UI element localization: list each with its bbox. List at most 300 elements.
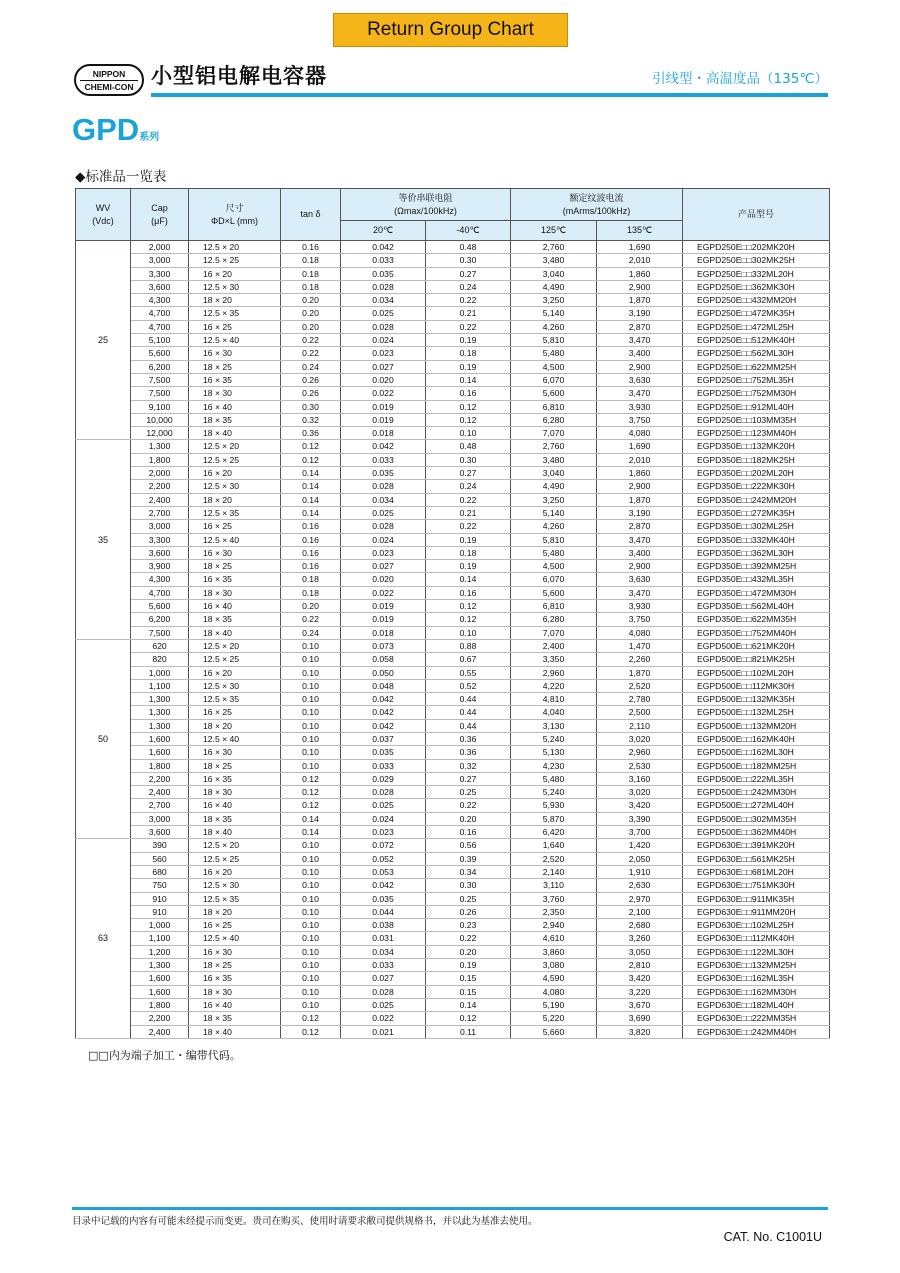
part-number-cell: EGPD250E□□332ML20H xyxy=(683,267,830,280)
ripple-135-cell: 2,260 xyxy=(597,653,683,666)
esr-m40-cell: 0.30 xyxy=(426,453,511,466)
esr-m40-cell: 0.19 xyxy=(426,533,511,546)
ripple-135-cell: 3,820 xyxy=(597,1025,683,1038)
size-cell: 16 × 40 xyxy=(189,600,281,613)
cap-cell: 910 xyxy=(131,905,189,918)
tan-cell: 0.20 xyxy=(281,294,341,307)
table-row xyxy=(76,480,830,493)
ripple-135-cell: 2,680 xyxy=(597,919,683,932)
ripple-135-cell: 3,260 xyxy=(597,932,683,945)
part-number-cell: EGPD630E□□162ML35H xyxy=(683,972,830,985)
esr-m40-cell: 0.21 xyxy=(426,307,511,320)
size-cell: 16 × 35 xyxy=(189,972,281,985)
size-cell: 12.5 × 20 xyxy=(189,241,281,254)
table-row xyxy=(76,666,830,679)
size-cell: 16 × 25 xyxy=(189,919,281,932)
tan-cell: 0.10 xyxy=(281,839,341,852)
ripple-135-cell: 3,050 xyxy=(597,945,683,958)
part-number-cell: EGPD350E□□392MM25H xyxy=(683,560,830,573)
part-number-cell: EGPD350E□□362ML30H xyxy=(683,546,830,559)
ripple-135-cell: 2,960 xyxy=(597,746,683,759)
tan-cell: 0.10 xyxy=(281,653,341,666)
ripple-135-cell: 2,810 xyxy=(597,959,683,972)
esr-m40-cell: 0.56 xyxy=(426,839,511,852)
tan-cell: 0.18 xyxy=(281,254,341,267)
size-cell: 12.5 × 30 xyxy=(189,879,281,892)
esr-m40-cell: 0.11 xyxy=(426,1025,511,1038)
tan-cell: 0.10 xyxy=(281,932,341,945)
ripple-125-cell: 3,860 xyxy=(511,945,597,958)
tan-cell: 0.22 xyxy=(281,334,341,347)
esr-m40-cell: 0.22 xyxy=(426,294,511,307)
tan-cell: 0.10 xyxy=(281,985,341,998)
series-suffix: 系列 xyxy=(139,132,160,143)
ripple-125-cell: 5,810 xyxy=(511,533,597,546)
esr-m40-cell: 0.30 xyxy=(426,254,511,267)
ripple-125-cell: 5,190 xyxy=(511,998,597,1011)
esr-20-cell: 0.034 xyxy=(341,493,426,506)
esr-20-cell: 0.073 xyxy=(341,639,426,652)
cap-cell: 1,600 xyxy=(131,746,189,759)
tan-cell: 0.16 xyxy=(281,520,341,533)
size-cell: 18 × 35 xyxy=(189,413,281,426)
ripple-125-cell: 2,940 xyxy=(511,919,597,932)
esr-20-cell: 0.023 xyxy=(341,546,426,559)
ripple-135-cell: 1,870 xyxy=(597,493,683,506)
ripple-125-cell: 5,810 xyxy=(511,334,597,347)
section-heading: ◆标准品一览表 xyxy=(75,169,167,185)
cap-cell: 2,700 xyxy=(131,506,189,519)
part-number-cell: EGPD250E□□302MK25H xyxy=(683,254,830,267)
size-cell: 16 × 40 xyxy=(189,799,281,812)
esr-20-cell: 0.022 xyxy=(341,387,426,400)
part-number-cell: EGPD500E□□222ML35H xyxy=(683,772,830,785)
cap-cell: 3,300 xyxy=(131,533,189,546)
ripple-135-cell: 2,010 xyxy=(597,453,683,466)
esr-m40-cell: 0.36 xyxy=(426,732,511,745)
part-number-cell: EGPD630E□□222MM35H xyxy=(683,1012,830,1025)
tan-cell: 0.10 xyxy=(281,679,341,692)
page-title: 小型铝电解电容器 xyxy=(151,64,327,88)
cap-cell: 4,700 xyxy=(131,586,189,599)
table-row xyxy=(76,786,830,799)
table-row xyxy=(76,387,830,400)
esr-20-cell: 0.018 xyxy=(341,626,426,639)
esr-m40-cell: 0.12 xyxy=(426,400,511,413)
ripple-135-cell: 1,910 xyxy=(597,865,683,878)
esr-20-cell: 0.048 xyxy=(341,679,426,692)
table-row xyxy=(76,719,830,732)
ripple-135-cell: 3,630 xyxy=(597,573,683,586)
wv-cell: 63 xyxy=(76,839,131,1038)
size-cell: 12.5 × 30 xyxy=(189,480,281,493)
esr-20-cell: 0.028 xyxy=(341,280,426,293)
part-number-cell: EGPD630E□□561MK25H xyxy=(683,852,830,865)
tan-cell: 0.10 xyxy=(281,972,341,985)
header-esr-m40: -40℃ xyxy=(426,221,511,241)
size-cell: 18 × 20 xyxy=(189,719,281,732)
esr-m40-cell: 0.25 xyxy=(426,786,511,799)
table-row xyxy=(76,732,830,745)
cap-cell: 3,600 xyxy=(131,546,189,559)
ripple-125-cell: 3,040 xyxy=(511,467,597,480)
esr-m40-cell: 0.30 xyxy=(426,879,511,892)
table-row xyxy=(76,865,830,878)
part-number-cell: EGPD500E□□162ML30H xyxy=(683,746,830,759)
size-cell: 16 × 30 xyxy=(189,347,281,360)
cap-cell: 2,000 xyxy=(131,467,189,480)
logo-line1: NIPPON xyxy=(92,69,126,79)
size-cell: 12.5 × 35 xyxy=(189,506,281,519)
table-row xyxy=(76,453,830,466)
table-row xyxy=(76,998,830,1011)
part-number-cell: EGPD630E□□112MK40H xyxy=(683,932,830,945)
size-cell: 18 × 30 xyxy=(189,387,281,400)
part-number-cell: EGPD630E□□911MK35H xyxy=(683,892,830,905)
ripple-125-cell: 4,040 xyxy=(511,706,597,719)
esr-20-cell: 0.025 xyxy=(341,799,426,812)
ripple-135-cell: 3,470 xyxy=(597,533,683,546)
table-row xyxy=(76,892,830,905)
esr-m40-cell: 0.16 xyxy=(426,826,511,839)
esr-m40-cell: 0.14 xyxy=(426,573,511,586)
tan-cell: 0.12 xyxy=(281,1025,341,1038)
size-cell: 18 × 35 xyxy=(189,613,281,626)
part-number-cell: EGPD250E□□752ML35H xyxy=(683,373,830,386)
esr-20-cell: 0.029 xyxy=(341,772,426,785)
table-row xyxy=(76,679,830,692)
header-esr: 等价串联电阻 (Ωmax/100kHz) xyxy=(341,189,511,221)
tan-cell: 0.14 xyxy=(281,493,341,506)
header-ripple: 额定纹波电流 (mArms/100kHz) xyxy=(511,189,683,221)
wv-cell: 35 xyxy=(76,440,131,639)
ripple-135-cell: 2,500 xyxy=(597,706,683,719)
ripple-125-cell: 4,490 xyxy=(511,480,597,493)
esr-20-cell: 0.042 xyxy=(341,241,426,254)
esr-20-cell: 0.050 xyxy=(341,666,426,679)
ripple-135-cell: 2,870 xyxy=(597,320,683,333)
cap-cell: 2,400 xyxy=(131,786,189,799)
spec-table xyxy=(75,188,830,1039)
tan-cell: 0.10 xyxy=(281,693,341,706)
ripple-135-cell: 3,400 xyxy=(597,347,683,360)
ripple-125-cell: 3,130 xyxy=(511,719,597,732)
size-cell: 12.5 × 35 xyxy=(189,892,281,905)
ripple-125-cell: 5,660 xyxy=(511,1025,597,1038)
cap-cell: 3,000 xyxy=(131,520,189,533)
cap-cell: 1,000 xyxy=(131,666,189,679)
cap-cell: 1,000 xyxy=(131,919,189,932)
esr-20-cell: 0.034 xyxy=(341,945,426,958)
ripple-135-cell: 2,900 xyxy=(597,480,683,493)
size-cell: 12.5 × 25 xyxy=(189,852,281,865)
size-cell: 18 × 25 xyxy=(189,560,281,573)
title-rule xyxy=(151,93,828,97)
cap-cell: 1,800 xyxy=(131,759,189,772)
esr-20-cell: 0.034 xyxy=(341,294,426,307)
part-number-cell: EGPD630E□□681ML20H xyxy=(683,865,830,878)
size-cell: 18 × 25 xyxy=(189,759,281,772)
part-number-cell: EGPD630E□□182ML40H xyxy=(683,998,830,1011)
part-number-cell: EGPD500E□□272ML40H xyxy=(683,799,830,812)
header-esr-20: 20℃ xyxy=(341,221,426,241)
table-row xyxy=(76,520,830,533)
ripple-135-cell: 3,020 xyxy=(597,732,683,745)
size-cell: 12.5 × 35 xyxy=(189,693,281,706)
esr-20-cell: 0.025 xyxy=(341,998,426,1011)
table-row xyxy=(76,573,830,586)
esr-m40-cell: 0.18 xyxy=(426,347,511,360)
tan-cell: 0.32 xyxy=(281,413,341,426)
esr-20-cell: 0.022 xyxy=(341,1012,426,1025)
part-number-cell: EGPD350E□□562ML40H xyxy=(683,600,830,613)
header-cap: Cap (μF) xyxy=(131,189,189,241)
table-row xyxy=(76,812,830,825)
esr-20-cell: 0.038 xyxy=(341,919,426,932)
esr-m40-cell: 0.22 xyxy=(426,493,511,506)
size-cell: 18 × 25 xyxy=(189,360,281,373)
ripple-125-cell: 3,040 xyxy=(511,267,597,280)
ripple-135-cell: 2,050 xyxy=(597,852,683,865)
header-wv: WV (Vdc) xyxy=(76,189,131,241)
ripple-125-cell: 3,110 xyxy=(511,879,597,892)
cap-cell: 10,000 xyxy=(131,413,189,426)
table-row xyxy=(76,586,830,599)
tan-cell: 0.18 xyxy=(281,586,341,599)
tan-cell: 0.24 xyxy=(281,360,341,373)
ripple-135-cell: 3,190 xyxy=(597,506,683,519)
footer-rule xyxy=(72,1207,828,1210)
esr-m40-cell: 0.12 xyxy=(426,613,511,626)
tan-cell: 0.26 xyxy=(281,373,341,386)
esr-20-cell: 0.027 xyxy=(341,972,426,985)
part-number-cell: EGPD250E□□562ML30H xyxy=(683,347,830,360)
cap-cell: 680 xyxy=(131,865,189,878)
ripple-125-cell: 4,500 xyxy=(511,360,597,373)
size-cell: 16 × 30 xyxy=(189,945,281,958)
tan-cell: 0.24 xyxy=(281,626,341,639)
esr-20-cell: 0.042 xyxy=(341,719,426,732)
table-row xyxy=(76,280,830,293)
table-row xyxy=(76,241,830,254)
esr-20-cell: 0.028 xyxy=(341,520,426,533)
esr-m40-cell: 0.22 xyxy=(426,320,511,333)
ripple-125-cell: 4,080 xyxy=(511,985,597,998)
esr-m40-cell: 0.14 xyxy=(426,373,511,386)
size-cell: 12.5 × 25 xyxy=(189,653,281,666)
ripple-135-cell: 2,900 xyxy=(597,560,683,573)
size-cell: 16 × 25 xyxy=(189,320,281,333)
esr-m40-cell: 0.21 xyxy=(426,506,511,519)
tan-cell: 0.10 xyxy=(281,759,341,772)
table-row xyxy=(76,254,830,267)
size-cell: 12.5 × 35 xyxy=(189,307,281,320)
ripple-125-cell: 5,220 xyxy=(511,1012,597,1025)
part-number-cell: EGPD350E□□132MK20H xyxy=(683,440,830,453)
tan-cell: 0.10 xyxy=(281,892,341,905)
ripple-125-cell: 5,930 xyxy=(511,799,597,812)
ripple-125-cell: 7,070 xyxy=(511,626,597,639)
table-row xyxy=(76,653,830,666)
size-cell: 18 × 30 xyxy=(189,786,281,799)
size-cell: 18 × 40 xyxy=(189,826,281,839)
cap-cell: 1,800 xyxy=(131,453,189,466)
cap-cell: 9,100 xyxy=(131,400,189,413)
cap-cell: 820 xyxy=(131,653,189,666)
esr-20-cell: 0.028 xyxy=(341,480,426,493)
tan-cell: 0.18 xyxy=(281,267,341,280)
esr-20-cell: 0.042 xyxy=(341,879,426,892)
cap-cell: 7,500 xyxy=(131,373,189,386)
esr-20-cell: 0.042 xyxy=(341,440,426,453)
part-number-cell: EGPD250E□□362MK30H xyxy=(683,280,830,293)
part-number-cell: EGPD630E□□122ML30H xyxy=(683,945,830,958)
part-number-cell: EGPD630E□□102ML25H xyxy=(683,919,830,932)
ripple-125-cell: 5,480 xyxy=(511,347,597,360)
return-group-chart-button[interactable]: Return Group Chart xyxy=(333,13,568,47)
ripple-125-cell: 3,080 xyxy=(511,959,597,972)
tan-cell: 0.10 xyxy=(281,666,341,679)
tan-cell: 0.12 xyxy=(281,772,341,785)
size-cell: 12.5 × 30 xyxy=(189,280,281,293)
size-cell: 16 × 25 xyxy=(189,706,281,719)
tan-cell: 0.12 xyxy=(281,440,341,453)
ripple-135-cell: 3,470 xyxy=(597,586,683,599)
cap-cell: 1,100 xyxy=(131,679,189,692)
table-row xyxy=(76,267,830,280)
cap-cell: 2,200 xyxy=(131,1012,189,1025)
ripple-135-cell: 3,670 xyxy=(597,998,683,1011)
cap-cell: 1,300 xyxy=(131,706,189,719)
tan-cell: 0.10 xyxy=(281,998,341,1011)
esr-m40-cell: 0.55 xyxy=(426,666,511,679)
ripple-135-cell: 2,010 xyxy=(597,254,683,267)
table-row xyxy=(76,759,830,772)
table-row xyxy=(76,506,830,519)
tan-cell: 0.14 xyxy=(281,480,341,493)
ripple-135-cell: 1,870 xyxy=(597,666,683,679)
page-subtitle: 引线型・高温度品（135℃） xyxy=(652,71,828,87)
cap-cell: 3,000 xyxy=(131,254,189,267)
tan-cell: 0.14 xyxy=(281,826,341,839)
wv-cell: 50 xyxy=(76,639,131,838)
table-row xyxy=(76,1012,830,1025)
ripple-125-cell: 2,140 xyxy=(511,865,597,878)
ripple-135-cell: 1,690 xyxy=(597,440,683,453)
ripple-135-cell: 4,080 xyxy=(597,626,683,639)
esr-20-cell: 0.052 xyxy=(341,852,426,865)
esr-m40-cell: 0.27 xyxy=(426,267,511,280)
size-cell: 18 × 30 xyxy=(189,586,281,599)
size-cell: 16 × 20 xyxy=(189,267,281,280)
part-number-cell: EGPD250E□□472MK35H xyxy=(683,307,830,320)
esr-20-cell: 0.019 xyxy=(341,613,426,626)
size-cell: 18 × 40 xyxy=(189,626,281,639)
cap-cell: 1,600 xyxy=(131,732,189,745)
esr-m40-cell: 0.22 xyxy=(426,799,511,812)
ripple-125-cell: 4,260 xyxy=(511,320,597,333)
size-cell: 18 × 25 xyxy=(189,959,281,972)
cap-cell: 1,100 xyxy=(131,932,189,945)
esr-20-cell: 0.028 xyxy=(341,786,426,799)
tan-cell: 0.14 xyxy=(281,506,341,519)
size-cell: 12.5 × 40 xyxy=(189,533,281,546)
ripple-125-cell: 4,590 xyxy=(511,972,597,985)
table-row xyxy=(76,334,830,347)
esr-m40-cell: 0.12 xyxy=(426,1012,511,1025)
part-number-cell: EGPD500E□□242MM30H xyxy=(683,786,830,799)
size-cell: 16 × 40 xyxy=(189,400,281,413)
tan-cell: 0.36 xyxy=(281,427,341,440)
esr-20-cell: 0.044 xyxy=(341,905,426,918)
ripple-135-cell: 1,870 xyxy=(597,294,683,307)
cap-cell: 620 xyxy=(131,639,189,652)
part-number-cell: EGPD500E□□112MK30H xyxy=(683,679,830,692)
esr-20-cell: 0.018 xyxy=(341,427,426,440)
size-cell: 18 × 20 xyxy=(189,493,281,506)
table-row xyxy=(76,639,830,652)
esr-m40-cell: 0.44 xyxy=(426,706,511,719)
part-number-cell: EGPD500E□□362MM40H xyxy=(683,826,830,839)
tan-cell: 0.20 xyxy=(281,600,341,613)
cap-cell: 2,400 xyxy=(131,493,189,506)
logo-line2: CHEMI-CON xyxy=(80,80,138,93)
size-cell: 18 × 30 xyxy=(189,985,281,998)
ripple-135-cell: 3,190 xyxy=(597,307,683,320)
table-row xyxy=(76,294,830,307)
table-row xyxy=(76,852,830,865)
esr-m40-cell: 0.34 xyxy=(426,865,511,878)
table-row xyxy=(76,879,830,892)
table-row xyxy=(76,373,830,386)
cap-cell: 1,300 xyxy=(131,719,189,732)
size-cell: 16 × 35 xyxy=(189,772,281,785)
ripple-125-cell: 3,350 xyxy=(511,653,597,666)
part-number-cell: EGPD500E□□132MK35H xyxy=(683,693,830,706)
series-title xyxy=(72,113,159,155)
ripple-135-cell: 2,900 xyxy=(597,280,683,293)
table-row xyxy=(76,905,830,918)
esr-m40-cell: 0.19 xyxy=(426,560,511,573)
esr-m40-cell: 0.19 xyxy=(426,360,511,373)
part-number-cell: EGPD350E□□242MM20H xyxy=(683,493,830,506)
size-cell: 16 × 35 xyxy=(189,373,281,386)
cap-cell: 7,500 xyxy=(131,387,189,400)
header-ripple-125: 125℃ xyxy=(511,221,597,241)
table-row xyxy=(76,972,830,985)
part-number-cell: EGPD350E□□222MK30H xyxy=(683,480,830,493)
esr-m40-cell: 0.14 xyxy=(426,998,511,1011)
esr-m40-cell: 0.44 xyxy=(426,719,511,732)
tan-cell: 0.10 xyxy=(281,879,341,892)
cap-cell: 2,700 xyxy=(131,799,189,812)
esr-20-cell: 0.025 xyxy=(341,307,426,320)
tan-cell: 0.10 xyxy=(281,746,341,759)
size-cell: 12.5 × 25 xyxy=(189,254,281,267)
esr-m40-cell: 0.10 xyxy=(426,626,511,639)
esr-20-cell: 0.035 xyxy=(341,467,426,480)
tan-cell: 0.30 xyxy=(281,400,341,413)
ripple-135-cell: 1,860 xyxy=(597,267,683,280)
part-number-cell: EGPD350E□□302ML25H xyxy=(683,520,830,533)
ripple-125-cell: 2,400 xyxy=(511,639,597,652)
table-row xyxy=(76,746,830,759)
ripple-125-cell: 4,260 xyxy=(511,520,597,533)
header-ripple-135: 135℃ xyxy=(597,221,683,241)
esr-m40-cell: 0.19 xyxy=(426,334,511,347)
esr-20-cell: 0.033 xyxy=(341,453,426,466)
esr-m40-cell: 0.44 xyxy=(426,693,511,706)
